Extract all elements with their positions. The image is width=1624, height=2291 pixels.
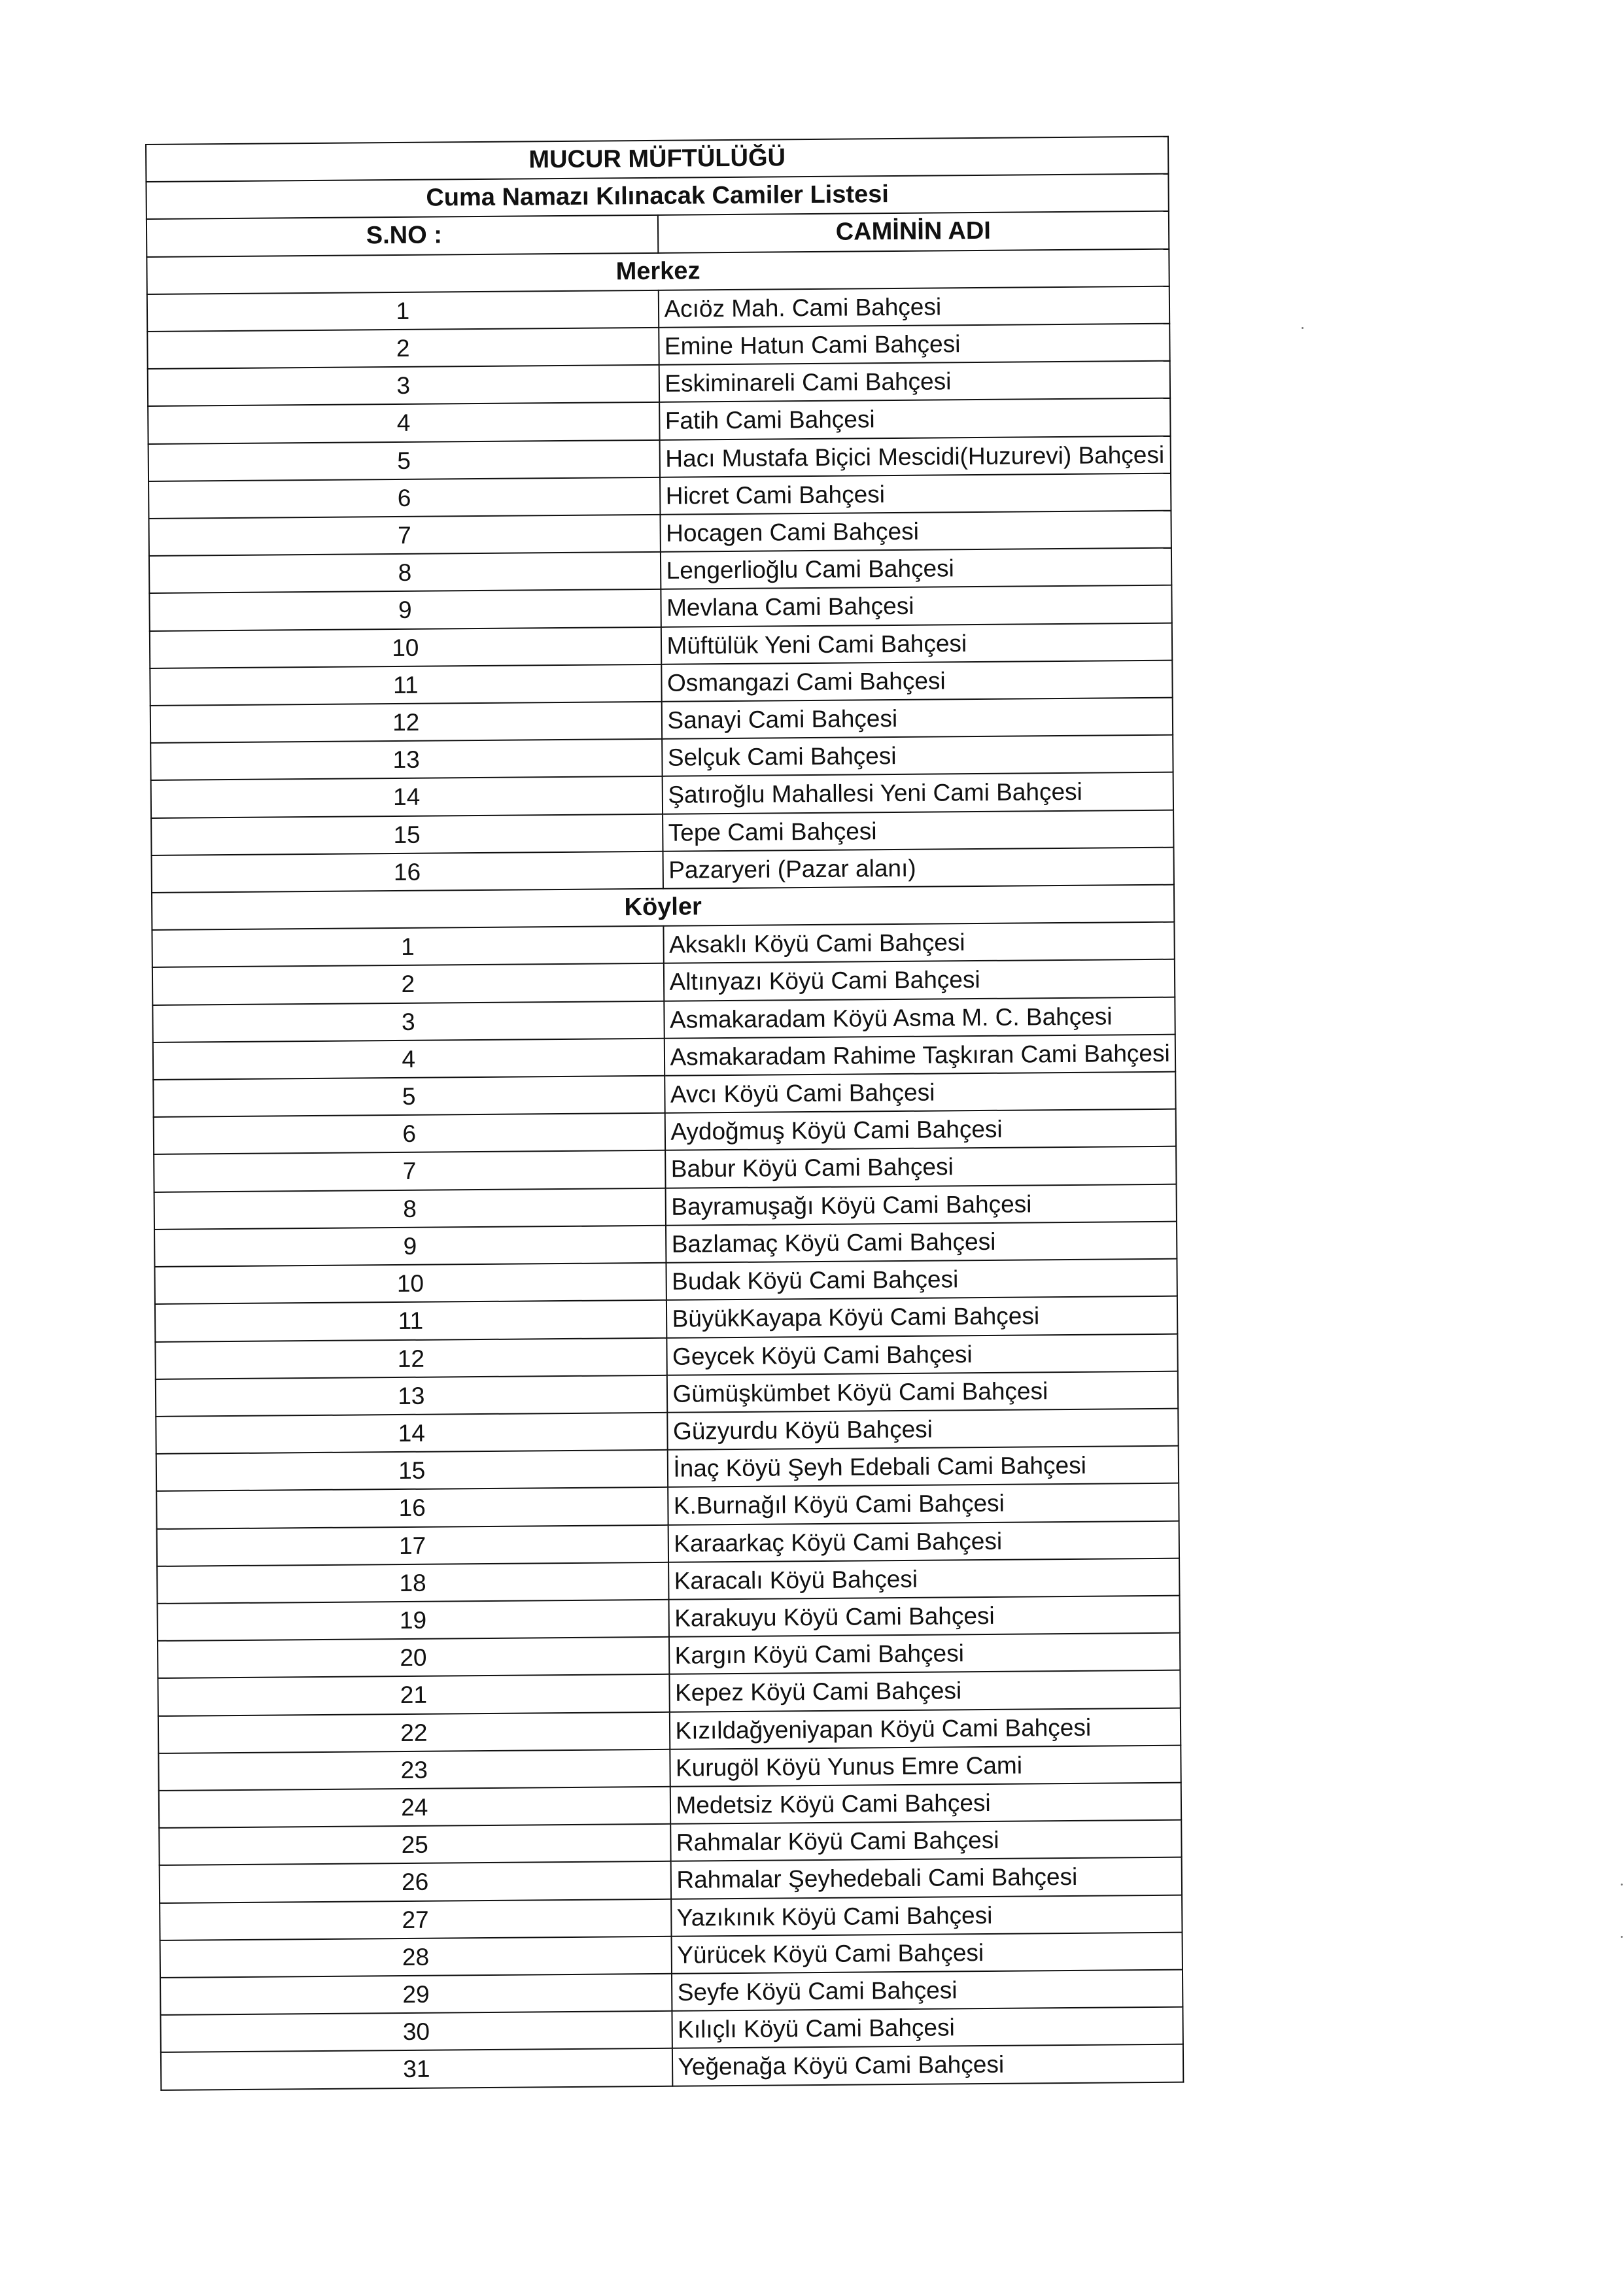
mosque-name: Selçuk Cami Bahçesi [662, 735, 1173, 776]
row-number: 23 [158, 1749, 670, 1791]
mosque-name: Yürücek Köyü Cami Bahçesi [671, 1932, 1183, 1973]
row-number: 15 [151, 814, 663, 855]
mosque-list-table [145, 136, 1184, 2091]
row-number: 29 [160, 1974, 672, 2015]
mosque-name: Bazlamaç Köyü Cami Bahçesi [666, 1222, 1177, 1263]
mosque-name: Kızıldağyeniyapan Köyü Cami Bahçesi [669, 1708, 1181, 1749]
row-number: 1 [147, 290, 659, 332]
mosque-name: Emine Hatun Cami Bahçesi [659, 324, 1170, 365]
row-number: 6 [148, 477, 660, 519]
scan-speck [1621, 1936, 1623, 1938]
mosque-name: Altınyazı Köyü Cami Bahçesi [663, 959, 1175, 1001]
mosque-name: Asmakaradam Köyü Asma M. C. Bahçesi [664, 997, 1175, 1038]
row-number: 26 [160, 1861, 671, 1903]
section-heading: Merkez [147, 249, 1169, 294]
mosque-name: Kepez Köyü Cami Bahçesi [669, 1670, 1181, 1712]
row-number: 28 [160, 1937, 672, 1978]
row-number: 9 [149, 589, 661, 630]
mosque-name: Karaarkaç Köyü Cami Bahçesi [668, 1521, 1179, 1562]
row-number: 9 [154, 1226, 666, 1267]
row-number: 2 [147, 328, 659, 369]
row-number: 4 [153, 1039, 665, 1080]
mosque-name: Rahmalar Şeyhedebali Cami Bahçesi [670, 1857, 1182, 1899]
mosque-name: Lengerlioğlu Cami Bahçesi [660, 548, 1171, 589]
mosque-name: Kargın Köyü Cami Bahçesi [668, 1633, 1180, 1674]
row-number: 19 [158, 1600, 669, 1641]
mosque-name: Güzyurdu Köyü Bahçesi [667, 1409, 1179, 1450]
mosque-name: Acıöz Mah. Cami Bahçesi [658, 286, 1169, 328]
row-number: 21 [158, 1674, 669, 1715]
mosque-name: Sanayi Cami Bahçesi [661, 698, 1173, 739]
mosque-name: Hocagen Cami Bahçesi [660, 511, 1171, 552]
mosque-name: Babur Köyü Cami Bahçesi [665, 1146, 1177, 1188]
column-header-name: CAMİNİN ADI [657, 211, 1169, 252]
mosque-name: Eskiminareli Cami Bahçesi [659, 361, 1170, 402]
mosque-name: Kılıçlı Köyü Cami Bahçesi [672, 2007, 1183, 2048]
mosque-name: BüyükKayapa Köyü Cami Bahçesi [666, 1296, 1177, 1337]
mosque-name: Osmangazi Cami Bahçesi [661, 661, 1173, 702]
row-number: 17 [157, 1524, 668, 1566]
scan-speck [1621, 1884, 1623, 1886]
row-number: 15 [156, 1450, 668, 1491]
mosque-name: Bayramuşağı Köyü Cami Bahçesi [665, 1184, 1177, 1225]
row-number: 16 [152, 852, 663, 893]
row-number: 3 [152, 1001, 664, 1042]
row-number: 12 [155, 1337, 666, 1379]
row-number: 20 [158, 1637, 669, 1678]
document-title: MUCUR MÜFTÜLÜĞÜ [146, 137, 1168, 182]
mosque-name: Hicret Cami Bahçesi [660, 474, 1171, 515]
mosque-list-table-wrapper [145, 136, 1184, 2091]
mosque-name: Tepe Cami Bahçesi [663, 810, 1174, 851]
row-number: 16 [156, 1487, 668, 1528]
row-number: 14 [151, 776, 663, 818]
mosque-name: Karacalı Köyü Bahçesi [668, 1558, 1180, 1599]
row-number: 10 [154, 1263, 666, 1304]
row-number: 12 [150, 702, 662, 743]
row-number: 14 [156, 1413, 667, 1454]
mosque-name: Yazıkınık Köyü Cami Bahçesi [671, 1895, 1183, 1936]
row-number: 27 [160, 1899, 671, 1940]
mosque-name: Rahmalar Köyü Cami Bahçesi [670, 1820, 1182, 1861]
row-number: 7 [154, 1150, 665, 1192]
mosque-name: Medetsiz Köyü Cami Bahçesi [670, 1783, 1181, 1824]
row-number: 4 [148, 402, 659, 443]
row-number: 25 [159, 1824, 670, 1865]
document-subtitle: Cuma Namazı Kılınacak Camiler Listesi [146, 174, 1168, 219]
mosque-name: İnaç Köyü Şeyh Edebali Cami Bahçesi [667, 1446, 1179, 1487]
row-number: 8 [149, 552, 661, 593]
mosque-name: Pazaryeri (Pazar alanı) [663, 848, 1174, 889]
mosque-name: Yeğenağa Köyü Cami Bahçesi [672, 2044, 1183, 2086]
mosque-name: Hacı Mustafa Biçici Mescidi(Huzurevi) Bahçesi [659, 436, 1171, 477]
mosque-name: Budak Köyü Cami Bahçesi [666, 1259, 1177, 1300]
mosque-name: Aksaklı Köyü Cami Bahçesi [663, 922, 1175, 963]
row-number: 24 [159, 1787, 670, 1828]
mosque-name: K.Burnağıl Köyü Cami Bahçesi [668, 1483, 1179, 1524]
row-number: 11 [155, 1300, 666, 1341]
table-row [161, 2044, 1183, 2090]
section-heading: Köyler [152, 885, 1174, 930]
row-number: 13 [156, 1375, 667, 1416]
row-number: 30 [160, 2011, 672, 2052]
row-number: 18 [157, 1562, 668, 1604]
row-number: 13 [150, 739, 662, 780]
row-number: 1 [152, 926, 663, 967]
row-number: 2 [152, 963, 664, 1005]
row-number: 5 [153, 1076, 665, 1117]
mosque-name: Gümüşkümbet Köyü Cami Bahçesi [666, 1371, 1178, 1412]
mosque-name: Avcı Köyü Cami Bahçesi [665, 1072, 1176, 1113]
mosque-name: Asmakaradam Rahime Taşkıran Cami Bahçesi [664, 1035, 1175, 1076]
mosque-name: Aydoğmuş Köyü Cami Bahçesi [665, 1109, 1176, 1150]
row-number: 5 [148, 439, 660, 481]
row-number: 3 [148, 365, 659, 406]
row-number: 8 [154, 1188, 666, 1229]
scan-speck [1302, 327, 1304, 329]
column-header-no: S.NO : [147, 215, 658, 256]
row-number: 31 [161, 2048, 672, 2090]
mosque-name: Şatıroğlu Mahallesi Yeni Cami Bahçesi [662, 772, 1173, 814]
row-number: 7 [149, 515, 661, 556]
mosque-name: Müftülük Yeni Cami Bahçesi [661, 623, 1172, 664]
row-number: 22 [158, 1712, 670, 1753]
mosque-name: Karakuyu Köyü Cami Bahçesi [668, 1596, 1180, 1637]
mosque-name: Geycek Köyü Cami Bahçesi [666, 1334, 1178, 1375]
mosque-name: Fatih Cami Bahçesi [659, 398, 1171, 439]
row-number: 6 [154, 1113, 665, 1154]
mosque-name: Mevlana Cami Bahçesi [661, 585, 1172, 627]
row-number: 11 [150, 664, 661, 706]
row-number: 10 [150, 627, 661, 668]
mosque-name: Kurugöl Köyü Yunus Emre Cami [670, 1745, 1181, 1786]
mosque-name: Seyfe Köyü Cami Bahçesi [671, 1970, 1183, 2011]
